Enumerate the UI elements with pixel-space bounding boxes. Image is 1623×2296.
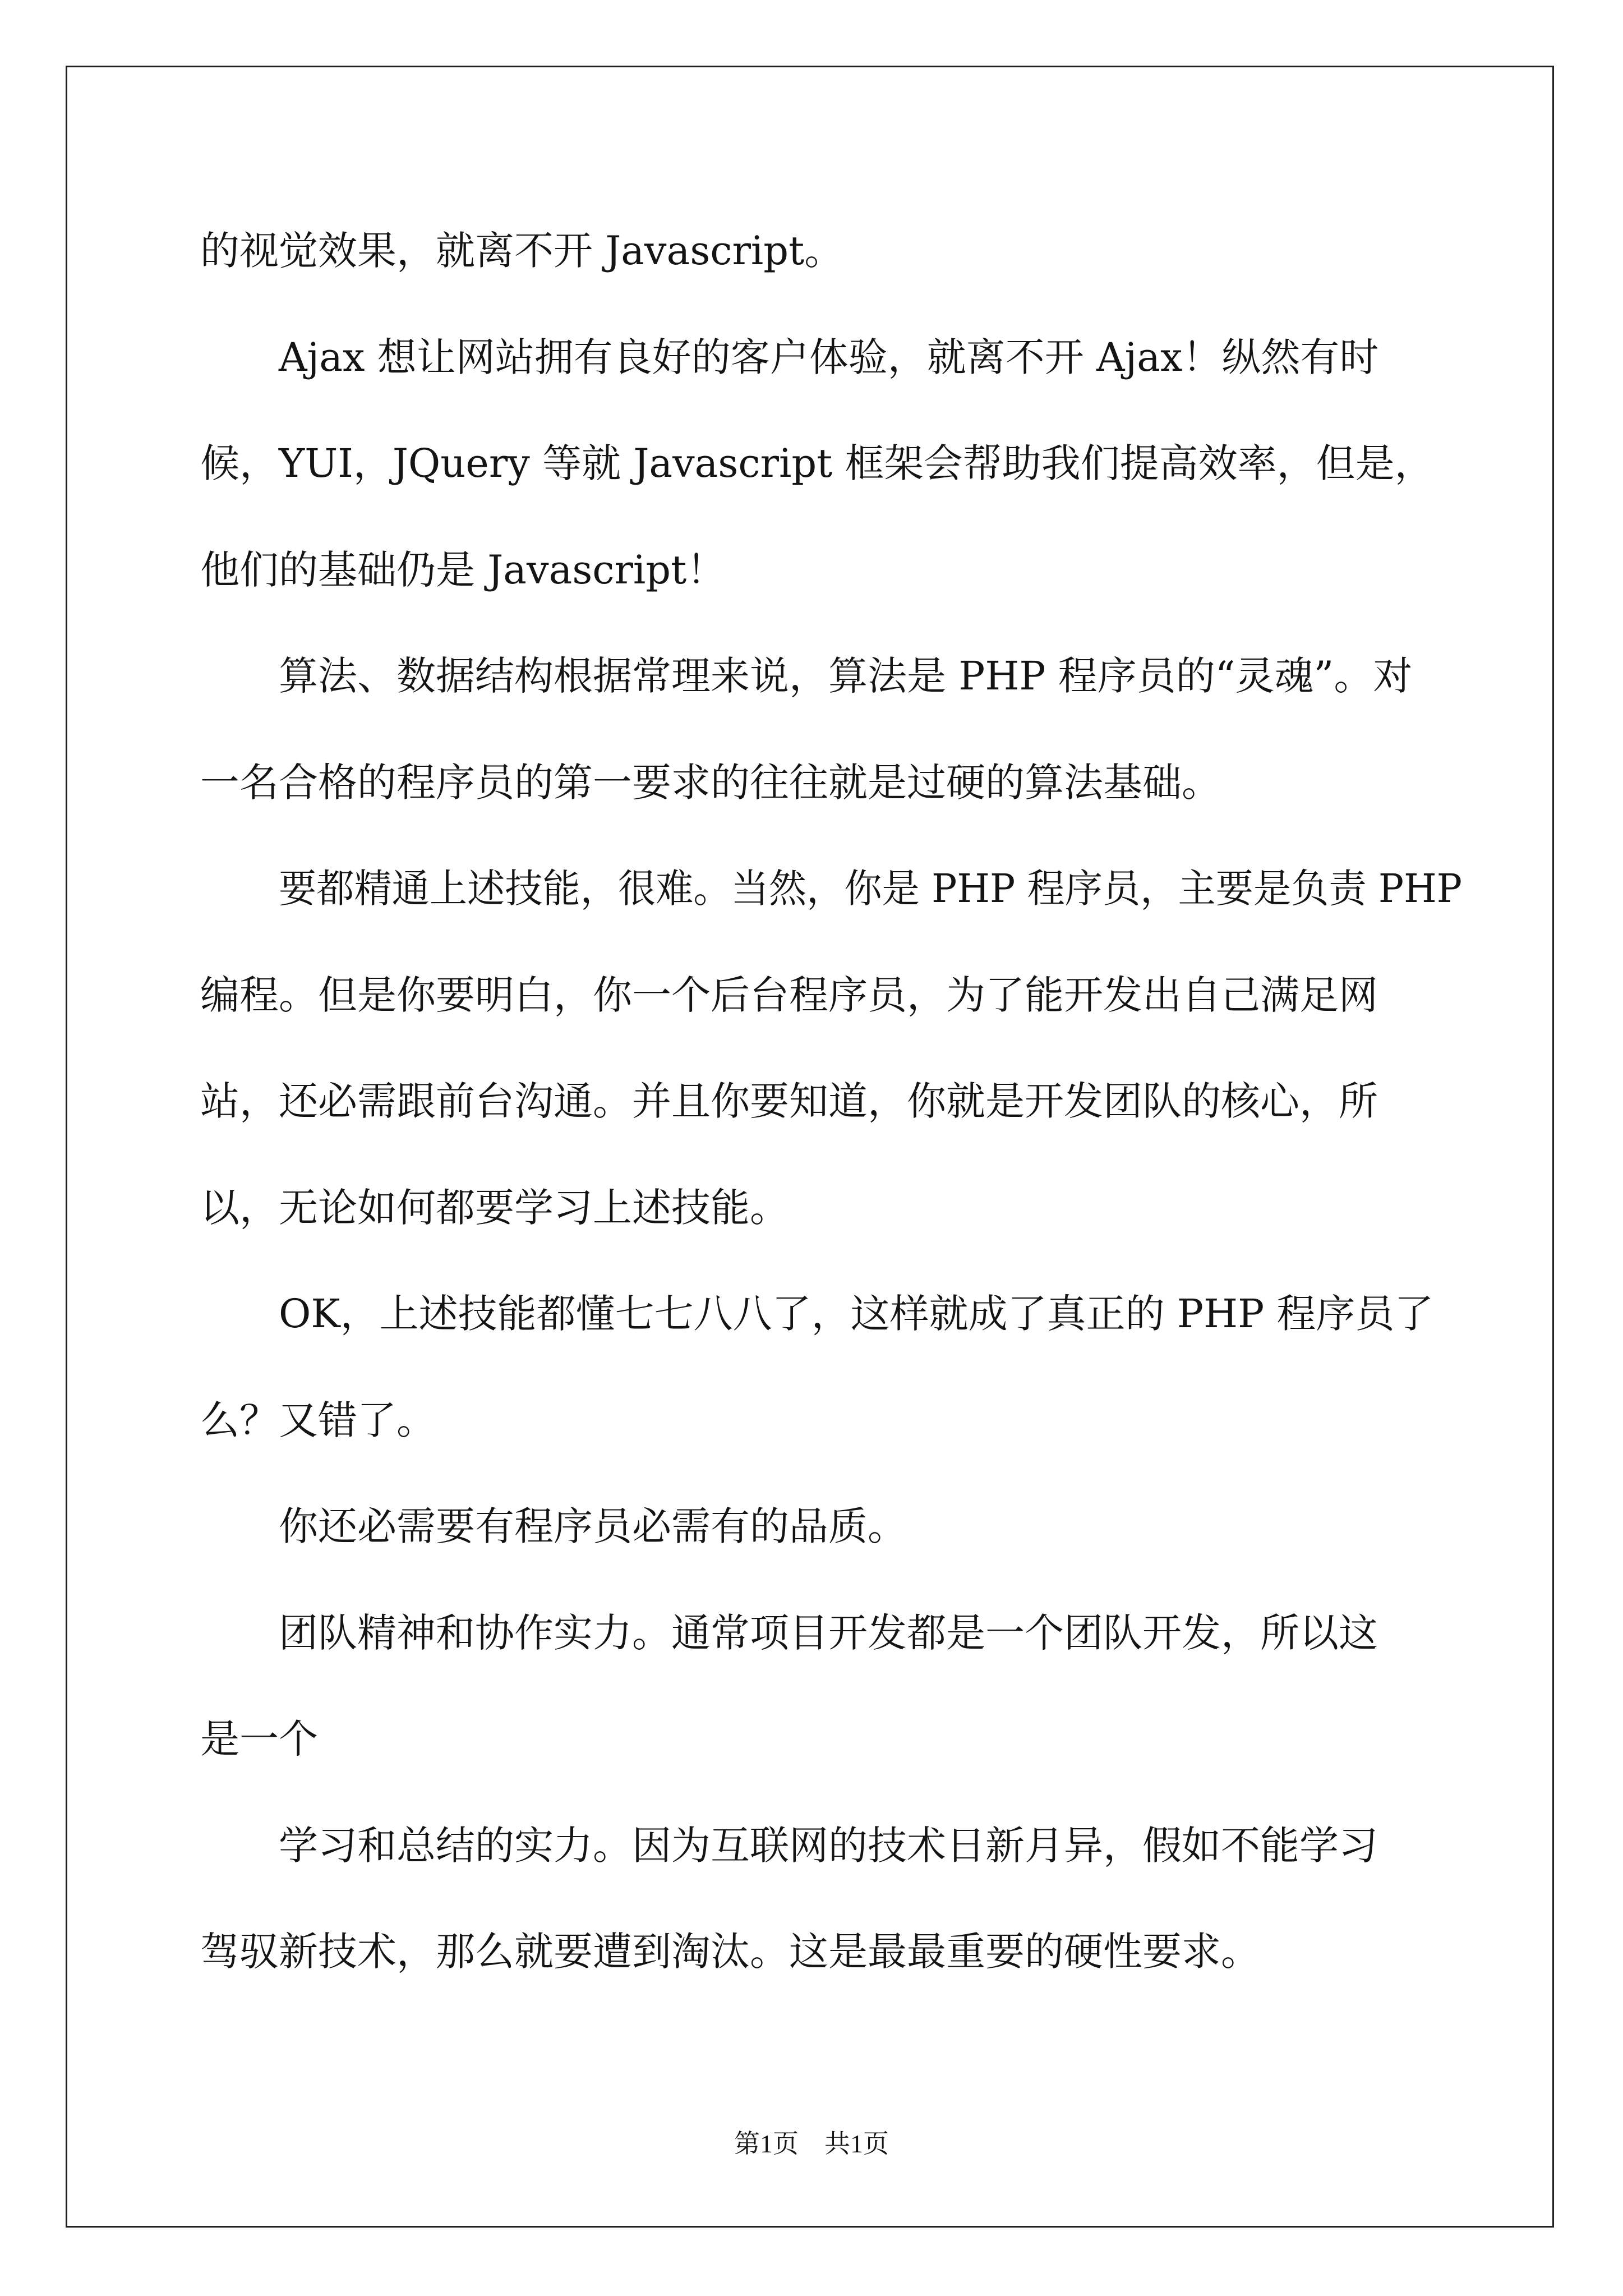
body-text (200, 198, 1462, 2005)
text-line: 你还必需要有程序员必需有的品质。 (279, 1503, 907, 1549)
text-line: 么？又错了。 (200, 1397, 436, 1443)
paragraph (200, 1261, 1462, 1474)
text-line: OK，上述技能都懂七七八八了，这样就成了真正的 PHP 程序员了 (279, 1291, 1434, 1337)
text-line: 他们的基础仍是 Javascript！ (200, 546, 726, 593)
text-line: 一名合格的程序员的第一要求的往往就是过硬的算法基础。 (200, 759, 1221, 806)
text-line: 的视觉效果，就离不开 Javascript。 (200, 228, 844, 274)
text-line: 是一个 (200, 1716, 318, 1762)
text-line: 驾驭新技术，那么就要遭到淘汰。这是最最重要的硬性要求。 (200, 1929, 1260, 1975)
paragraph (200, 836, 1462, 1261)
paragraph (200, 305, 1462, 624)
paragraph (200, 1793, 1462, 2005)
text-line: 候，YUI，JQuery 等就 Javascript 框架会帮助我们提高效率，但是， (200, 440, 1434, 486)
text-line: 算法、数据结构根据常理来说，算法是 PHP 程序员的“灵魂”。对 (279, 653, 1413, 699)
text-line: 站，还必需跟前台沟通。并且你要知道，你就是开发团队的核心，所 (200, 1078, 1378, 1124)
text-line: 团队精神和协作实力。通常项目开发都是一个团队开发，所以这 (279, 1609, 1378, 1656)
paragraph (200, 1580, 1462, 1793)
text-line: 编程。但是你要明白，你一个后台程序员，为了能开发出自己满足网 (200, 972, 1378, 1018)
paragraph (200, 623, 1462, 836)
text-line: Ajax 想让网站拥有良好的客户体验，就离不开 Ajax！纵然有时 (279, 334, 1379, 380)
text-line: 以，无论如何都要学习上述技能。 (200, 1184, 789, 1231)
page-footer (0, 2129, 1623, 2159)
paragraph (200, 1474, 1462, 1580)
page-number: 第1页 共1页 (734, 2129, 889, 2158)
paragraph (200, 198, 1462, 305)
text-line: 学习和总结的实力。因为互联网的技术日新月异，假如不能学习 (279, 1822, 1378, 1869)
text-line: 要都精通上述技能，很难。当然，你是 PHP 程序员，主要是负责 PHP (279, 866, 1462, 912)
